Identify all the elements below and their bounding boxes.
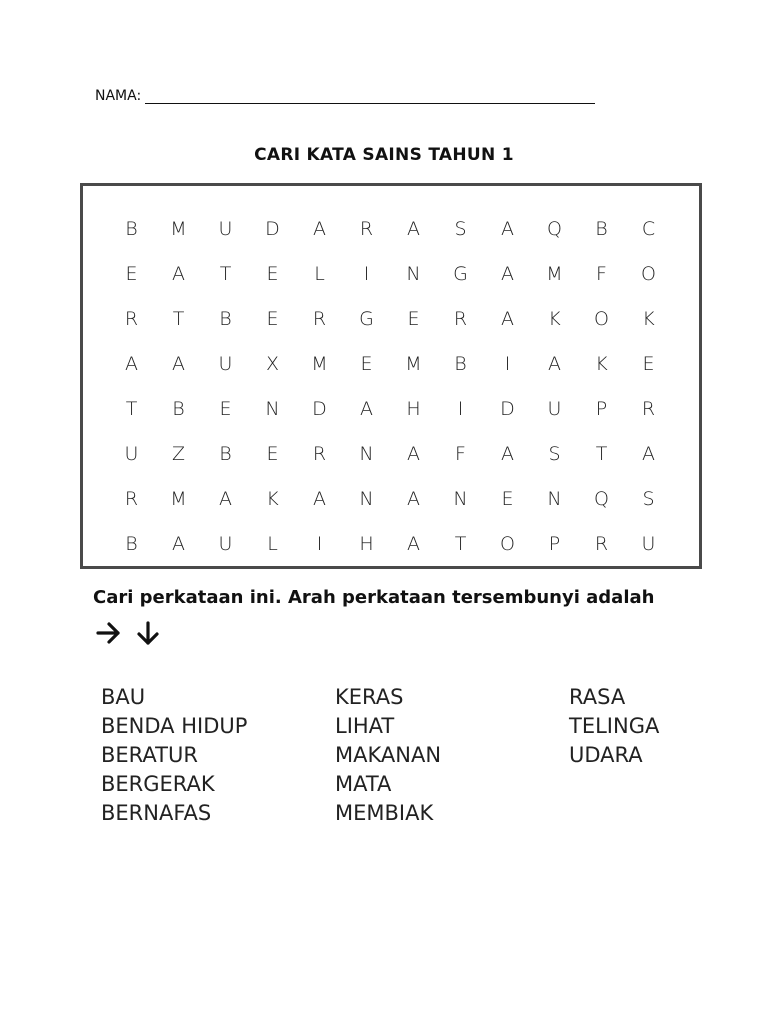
grid-letter[interactable]: P xyxy=(595,397,608,420)
grid-letter[interactable]: C xyxy=(641,217,656,240)
grid-letter[interactable]: B xyxy=(454,352,467,375)
grid-letter[interactable]: H xyxy=(406,397,421,420)
direction-arrows xyxy=(96,621,160,647)
grid-letter[interactable]: R xyxy=(312,442,327,465)
grid-letter[interactable]: T xyxy=(454,532,467,555)
word-list-item: BERNAFAS xyxy=(101,801,212,825)
word-list-item: BERATUR xyxy=(101,743,198,767)
grid-letter[interactable]: T xyxy=(595,442,608,465)
grid-letter[interactable]: T xyxy=(172,307,185,330)
grid-letter[interactable]: R xyxy=(359,217,374,240)
page-title: CARI KATA SAINS TAHUN 1 xyxy=(254,145,514,165)
grid-letter[interactable]: A xyxy=(172,352,185,375)
grid-letter[interactable]: M xyxy=(546,262,563,285)
word-list-column-2 xyxy=(335,683,441,828)
word-list-column-3 xyxy=(569,683,659,770)
grid-letter[interactable]: N xyxy=(359,442,374,465)
grid-letter[interactable]: A xyxy=(172,262,185,285)
word-list-item: TELINGA xyxy=(569,714,660,738)
grid-letter[interactable]: A xyxy=(313,487,326,510)
grid-letter[interactable]: I xyxy=(363,262,370,285)
grid-letter[interactable]: B xyxy=(219,307,232,330)
arrow-right-icon xyxy=(96,621,122,647)
word-list-column-1 xyxy=(101,683,247,828)
grid-letter[interactable]: M xyxy=(405,352,422,375)
word-list-item: RASA xyxy=(569,685,626,709)
grid-letter[interactable]: T xyxy=(219,262,232,285)
grid-letter[interactable]: N xyxy=(265,397,280,420)
grid-letter[interactable]: E xyxy=(266,307,279,330)
grid-letter[interactable]: A xyxy=(219,487,232,510)
grid-letter[interactable]: F xyxy=(455,442,466,465)
grid-letter[interactable]: O xyxy=(641,262,656,285)
grid-letter[interactable]: A xyxy=(407,487,420,510)
grid-letter[interactable]: G xyxy=(453,262,468,285)
grid-letter[interactable]: Z xyxy=(171,442,186,465)
grid-letter[interactable]: T xyxy=(125,397,138,420)
grid-letter[interactable]: M xyxy=(170,487,187,510)
word-list-item: BAU xyxy=(101,685,146,709)
word-list-item: BENDA HIDUP xyxy=(101,714,248,738)
grid-letter[interactable]: M xyxy=(311,352,328,375)
word-list-item: MATA xyxy=(335,772,392,796)
grid-letter[interactable]: L xyxy=(267,532,278,555)
grid-letter[interactable]: N xyxy=(453,487,468,510)
grid-letter[interactable]: A xyxy=(407,217,420,240)
word-list-item: MEMBIAK xyxy=(335,801,434,825)
grid-letter[interactable]: B xyxy=(172,397,185,420)
grid-letter[interactable]: U xyxy=(124,442,139,465)
grid-letter[interactable]: N xyxy=(547,487,562,510)
grid-letter[interactable]: A xyxy=(125,352,138,375)
grid-letter[interactable]: K xyxy=(266,487,279,510)
grid-letter[interactable]: R xyxy=(124,307,139,330)
grid-letter[interactable]: E xyxy=(219,397,232,420)
word-list-item: KERAS xyxy=(335,685,404,709)
grid-letter[interactable]: U xyxy=(641,532,656,555)
grid-letter[interactable]: E xyxy=(266,262,279,285)
grid-letter[interactable]: I xyxy=(316,532,323,555)
grid-letter[interactable]: K xyxy=(548,307,561,330)
grid-letter[interactable]: S xyxy=(642,487,655,510)
grid-letter[interactable]: A xyxy=(501,217,514,240)
grid-letter[interactable]: Q xyxy=(594,487,609,510)
grid-letter[interactable]: I xyxy=(504,352,511,375)
grid-letter[interactable]: A xyxy=(501,307,514,330)
grid-letter[interactable]: U xyxy=(218,532,233,555)
grid-letter[interactable]: B xyxy=(125,532,138,555)
grid-letter[interactable]: S xyxy=(454,217,467,240)
grid-letter[interactable]: H xyxy=(359,532,374,555)
grid-letter[interactable]: G xyxy=(359,307,374,330)
grid-letter[interactable]: X xyxy=(265,352,280,375)
grid-letter[interactable]: F xyxy=(596,262,607,285)
grid-letter[interactable]: A xyxy=(360,397,373,420)
grid-letter[interactable]: D xyxy=(265,217,280,240)
grid-letter[interactable]: M xyxy=(170,217,187,240)
grid-letter[interactable]: O xyxy=(500,532,515,555)
grid-letter[interactable]: A xyxy=(501,442,514,465)
grid-letter[interactable]: O xyxy=(594,307,609,330)
grid-letter[interactable]: A xyxy=(548,352,561,375)
grid-letter[interactable]: A xyxy=(501,262,514,285)
word-search-grid xyxy=(108,206,672,566)
instruction-text: Cari perkataan ini. Arah perkataan tersembunyi adalah xyxy=(93,587,655,608)
grid-letter[interactable]: B xyxy=(125,217,138,240)
arrow-down-icon xyxy=(136,621,160,647)
word-list-item: UDARA xyxy=(569,743,643,767)
grid-letter[interactable]: Q xyxy=(547,217,562,240)
grid-letter[interactable]: R xyxy=(312,307,327,330)
grid-letter[interactable]: K xyxy=(595,352,608,375)
grid-letter[interactable]: A xyxy=(642,442,655,465)
grid-letter[interactable]: R xyxy=(641,397,656,420)
grid-letter[interactable]: E xyxy=(642,352,655,375)
word-list-item: MAKANAN xyxy=(335,743,442,767)
grid-letter[interactable]: R xyxy=(453,307,468,330)
grid-letter[interactable]: U xyxy=(218,217,233,240)
word-search-grid-frame xyxy=(80,183,702,569)
grid-letter[interactable]: U xyxy=(547,397,562,420)
grid-letter[interactable]: R xyxy=(594,532,609,555)
grid-letter[interactable]: N xyxy=(359,487,374,510)
grid-letter[interactable]: A xyxy=(313,217,326,240)
word-list-item: BERGERAK xyxy=(101,772,215,796)
grid-letter[interactable]: A xyxy=(407,532,420,555)
grid-letter[interactable]: B xyxy=(595,217,608,240)
name-underline[interactable] xyxy=(145,89,595,104)
word-list-item: LIHAT xyxy=(335,714,395,738)
grid-letter[interactable]: K xyxy=(642,307,655,330)
grid-letter[interactable]: A xyxy=(407,442,420,465)
grid-letter[interactable]: R xyxy=(124,487,139,510)
name-label: NAMA: xyxy=(95,88,142,104)
grid-letter[interactable]: S xyxy=(548,442,561,465)
grid-letter[interactable]: U xyxy=(218,352,233,375)
grid-letter[interactable]: E xyxy=(125,262,138,285)
grid-letter[interactable]: D xyxy=(312,397,327,420)
grid-letter[interactable]: I xyxy=(457,397,464,420)
grid-letter[interactable]: P xyxy=(548,532,561,555)
grid-letter[interactable]: E xyxy=(360,352,373,375)
grid-letter[interactable]: E xyxy=(407,307,420,330)
grid-letter[interactable]: E xyxy=(501,487,514,510)
grid-letter[interactable]: L xyxy=(314,262,325,285)
grid-letter[interactable]: D xyxy=(500,397,515,420)
grid-letter[interactable]: E xyxy=(266,442,279,465)
grid-letter[interactable]: N xyxy=(406,262,421,285)
grid-letter[interactable]: A xyxy=(172,532,185,555)
name-field-row xyxy=(95,88,595,104)
grid-letter[interactable]: B xyxy=(219,442,232,465)
